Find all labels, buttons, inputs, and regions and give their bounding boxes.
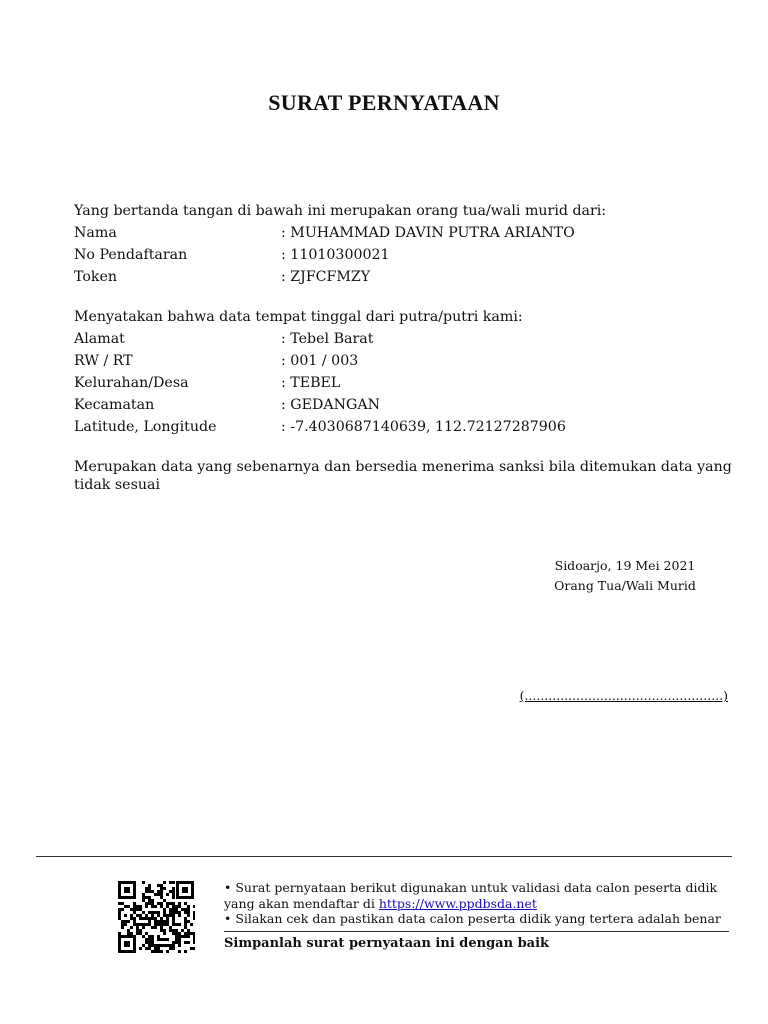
residence-intro: Menyatakan bahwa data tempat tinggal dari putra/putri kami: [74,309,523,325]
footer-divider [36,856,732,857]
keep-notice: Simpanlah surat pernyataan ini dengan baik [224,936,550,951]
field-label: No Pendaftaran [74,247,188,263]
place-date: Sidoarjo, 19 Mei 2021 [554,558,696,573]
field-label: Kecamatan [74,397,155,413]
field-value: : MUHAMMAD DAVIN PUTRA ARIANTO [281,225,575,241]
footer-notes [224,880,729,927]
student-row [74,244,734,266]
field-value: : Tebel Barat [281,331,374,347]
field-value: : 11010300021 [281,247,390,263]
qr-code-icon [117,880,195,954]
field-value: : -7.4030687140639, 112.72127287906 [281,419,566,435]
student-row [74,266,734,288]
residence-section [74,306,734,438]
student-section [74,200,734,288]
field-label: Token [74,269,118,285]
signature-line: (..................................................) [519,688,728,703]
residence-row [74,372,734,394]
residence-row [74,394,734,416]
note-check: • Silakan cek dan pastikan data calon peserta didik yang tertera adalah benar [224,911,721,926]
website-link[interactable]: https://www.ppdbsda.net [378,895,537,911]
field-label: Nama [74,225,117,241]
page-title: SURAT PERNYATAAN [268,90,500,115]
field-label: Latitude, Longitude [74,419,217,435]
note-validation-text: • Surat pernyataan berikut digunakan untuk validasi data calon peserta didik yang akan mendaftar di [224,880,718,911]
field-value: : ZJFCFMZY [281,269,371,285]
signer-role: Orang Tua/Wali Murid [554,578,696,593]
signature-block [540,556,710,596]
field-value: : TEBEL [281,375,341,391]
student-row [74,222,734,244]
field-label: Alamat [74,331,125,347]
residence-row [74,328,734,350]
field-label: Kelurahan/Desa [74,375,189,391]
field-label: RW / RT [74,353,133,369]
statement-text: Merupakan data yang sebenarnya dan bersedia menerima sanksi bila ditemukan data yang tidak sesuai [74,459,732,493]
residence-row [74,350,734,372]
note-validation [224,880,729,911]
intro-text: Yang bertanda tangan di bawah ini merupakan orang tua/wali murid dari: [74,203,607,219]
field-value: : 001 / 003 [281,353,359,369]
notes-divider [224,931,729,932]
residence-row [74,416,734,438]
field-value: : GEDANGAN [281,397,381,413]
